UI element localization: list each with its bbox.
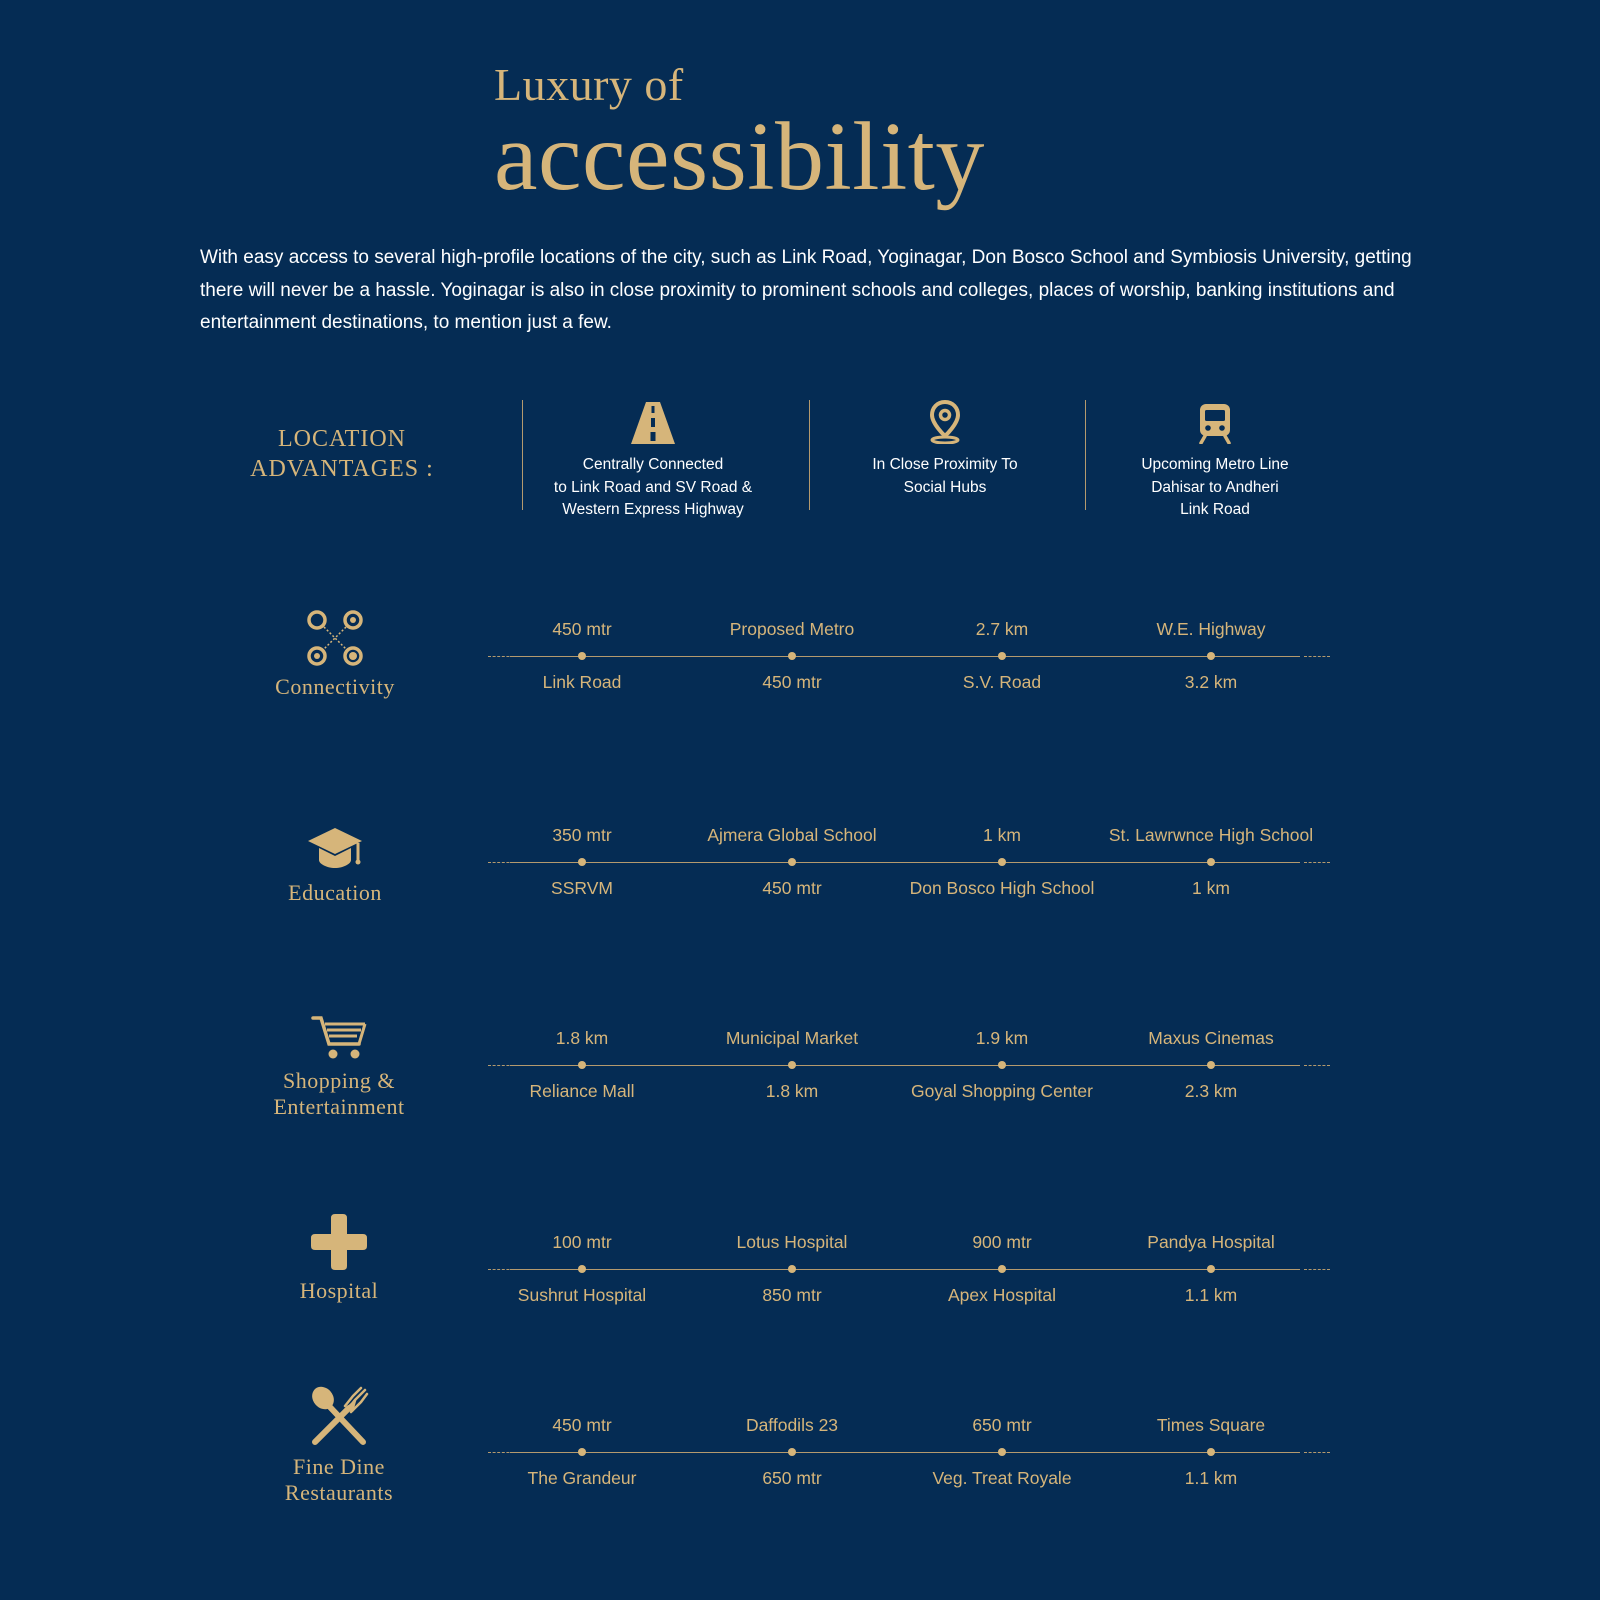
stop-top-label: 450 mtr xyxy=(552,1415,612,1435)
stop-bottom-label: 3.2 km xyxy=(1184,672,1238,692)
timeline-stop xyxy=(897,1412,1107,1492)
stop-dot xyxy=(1207,858,1215,866)
category-label: Education xyxy=(288,880,382,905)
stop-dot xyxy=(578,858,586,866)
stop-dot xyxy=(998,1265,1006,1273)
stop-top-label: 900 mtr xyxy=(972,1232,1032,1252)
stop-bottom-label: Don Bosco High School xyxy=(909,878,1095,898)
timeline-stop xyxy=(1106,1229,1316,1309)
stop-bottom-label: The Grandeur xyxy=(527,1468,637,1488)
stop-dot xyxy=(578,1265,586,1273)
stop-bottom-label: Sushrut Hospital xyxy=(517,1285,647,1305)
stop-top-label: 2.7 km xyxy=(975,619,1029,639)
stop-dot xyxy=(1207,1061,1215,1069)
stop-dot xyxy=(998,858,1006,866)
stop-top-label: Daffodils 23 xyxy=(745,1415,839,1435)
timeline-stop xyxy=(897,822,1107,902)
category-label: Fine Dine Restaurants xyxy=(284,1454,394,1505)
timeline-row xyxy=(488,1229,1330,1309)
stop-dot xyxy=(998,652,1006,660)
stop-top-label: 650 mtr xyxy=(972,1415,1032,1435)
category-hospital xyxy=(229,1208,449,1304)
stop-dot xyxy=(1207,652,1215,660)
stop-bottom-label: Goyal Shopping Center xyxy=(911,1081,1093,1101)
stop-top-label: Times Square xyxy=(1156,1415,1266,1435)
timeline-stop xyxy=(477,822,687,902)
stop-bottom-label: 2.3 km xyxy=(1184,1081,1238,1101)
spoon-fork-icon xyxy=(229,1384,449,1446)
stop-dot xyxy=(578,1061,586,1069)
stop-bottom-label: 1.8 km xyxy=(765,1081,819,1101)
stop-dot xyxy=(998,1061,1006,1069)
stop-dot xyxy=(998,1448,1006,1456)
advantage-text: In Close Proximity To Social Hubs xyxy=(872,456,1018,496)
road-icon xyxy=(518,398,788,444)
stop-top-label: 350 mtr xyxy=(552,825,612,845)
stop-top-label: 100 mtr xyxy=(552,1232,612,1252)
graduation-cap-icon xyxy=(225,810,445,872)
stop-top-label: W.E. Highway xyxy=(1156,619,1266,639)
timeline-stop xyxy=(687,1025,897,1105)
timeline-row xyxy=(488,616,1330,696)
stop-top-label: Pandya Hospital xyxy=(1147,1232,1275,1252)
category-fine-dine xyxy=(229,1384,449,1506)
stop-top-label: 1.8 km xyxy=(555,1028,609,1048)
category-connectivity xyxy=(225,604,445,700)
timeline-stop xyxy=(477,616,687,696)
connectivity-icon xyxy=(225,604,445,666)
timeline-stop xyxy=(687,1229,897,1309)
category-label: Connectivity xyxy=(275,674,395,699)
stop-bottom-label: 650 mtr xyxy=(762,1468,822,1488)
stop-dot xyxy=(578,1448,586,1456)
timeline-row xyxy=(488,1025,1330,1105)
stop-dot xyxy=(788,858,796,866)
stop-dot xyxy=(578,652,586,660)
timeline-stop xyxy=(897,616,1107,696)
intro-paragraph: With easy access to several high-profile locations of the city, such as Link Road, Yoginagar, Don Bosco School and Symbiosis University, getting there will never be a hassle. Yoginagar is also in close proximity to prominent schools and colleges, places of worship, banking institutions and entertainment destinations, to mention just a few. xyxy=(200,247,1412,333)
timeline-row xyxy=(488,822,1330,902)
stop-dot xyxy=(1207,1448,1215,1456)
stop-top-label: Municipal Market xyxy=(725,1028,859,1048)
timeline-row xyxy=(488,1412,1330,1492)
metro-train-icon xyxy=(1080,398,1350,444)
stop-bottom-label: SSRVM xyxy=(551,878,613,898)
timeline-stop xyxy=(687,1412,897,1492)
stop-top-label: 1 km xyxy=(983,825,1021,845)
timeline-stop xyxy=(477,1229,687,1309)
timeline-stop xyxy=(687,616,897,696)
stop-bottom-label: Reliance Mall xyxy=(529,1081,635,1101)
stop-top-label: Proposed Metro xyxy=(729,619,855,639)
timeline-stop xyxy=(1106,1025,1316,1105)
timeline-stop xyxy=(1106,822,1316,902)
stop-bottom-label: Apex Hospital xyxy=(948,1285,1056,1305)
stop-bottom-label: 1 km xyxy=(1192,878,1230,898)
advantage-item xyxy=(518,398,788,522)
stop-bottom-label: 1.1 km xyxy=(1184,1468,1238,1488)
stop-dot xyxy=(788,1265,796,1273)
category-label: Shopping & Entertainment xyxy=(273,1068,405,1119)
title-small: Luxury of xyxy=(494,59,684,110)
stop-bottom-label: 450 mtr xyxy=(762,672,822,692)
stop-bottom-label: S.V. Road xyxy=(962,672,1042,692)
stop-bottom-label: Veg. Treat Royale xyxy=(932,1468,1072,1488)
medical-cross-icon xyxy=(229,1208,449,1270)
stop-top-label: St. Lawrwnce High School xyxy=(1108,825,1314,845)
stop-dot xyxy=(1207,1265,1215,1273)
stop-bottom-label: 850 mtr xyxy=(762,1285,822,1305)
stop-top-label: Maxus Cinemas xyxy=(1148,1028,1274,1048)
stop-dot xyxy=(788,1448,796,1456)
timeline-stop xyxy=(477,1412,687,1492)
stop-bottom-label: Link Road xyxy=(542,672,622,692)
timeline-stop xyxy=(687,822,897,902)
timeline-stop xyxy=(897,1229,1107,1309)
stop-bottom-label: 1.1 km xyxy=(1184,1285,1238,1305)
category-shopping xyxy=(229,998,449,1120)
stop-dot xyxy=(788,652,796,660)
advantage-text: Upcoming Metro Line Dahisar to Andheri Link Road xyxy=(1141,456,1289,518)
location-advantages-title: LOCATION ADVANTAGES : xyxy=(250,426,434,482)
category-label: Hospital xyxy=(299,1278,379,1303)
advantage-item xyxy=(1080,398,1350,522)
timeline-stop xyxy=(1106,616,1316,696)
stop-top-label: Ajmera Global School xyxy=(707,825,877,845)
timeline-stop xyxy=(477,1025,687,1105)
advantage-text: Centrally Connected to Link Road and SV Road & Western Express Highway xyxy=(553,456,753,518)
location-pin-icon xyxy=(810,398,1080,444)
stop-bottom-label: 450 mtr xyxy=(762,878,822,898)
advantage-item xyxy=(810,398,1080,499)
stop-top-label: 450 mtr xyxy=(552,619,612,639)
timeline-stop xyxy=(897,1025,1107,1105)
page-title: accessibility xyxy=(494,103,985,211)
stop-top-label: 1.9 km xyxy=(975,1028,1029,1048)
stop-top-label: Lotus Hospital xyxy=(736,1232,848,1252)
stop-dot xyxy=(788,1061,796,1069)
timeline-stop xyxy=(1106,1412,1316,1492)
shopping-cart-icon xyxy=(229,998,449,1060)
category-education xyxy=(225,810,445,906)
